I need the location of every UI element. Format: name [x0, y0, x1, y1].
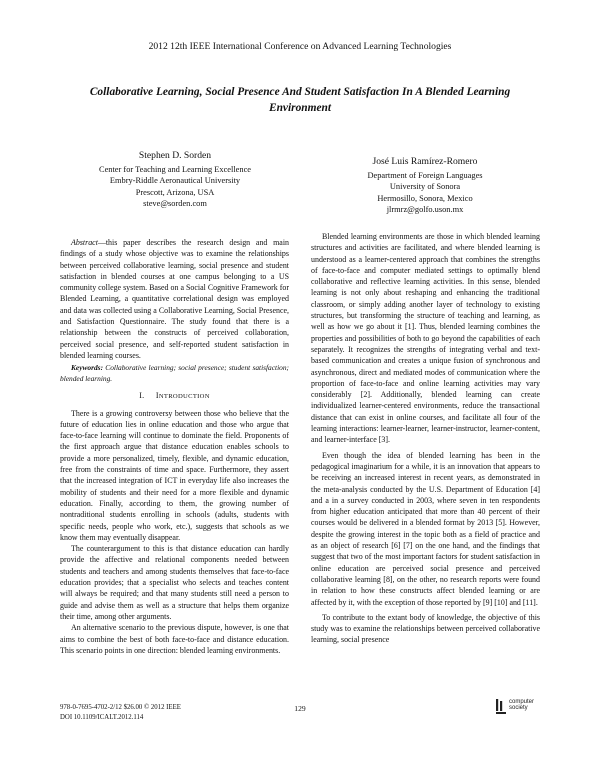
- author-block-1: [60, 149, 290, 209]
- abstract-label: Abstract: [71, 238, 98, 247]
- footer-isbn: 978-0-7695-4702-2/12 $26.00 © 2012 IEEE: [60, 704, 181, 711]
- body-paragraph: Blended learning environments are those in which blended learning structures and activities are facilitated, and where blended learning is understood as a learner-centered approach that combines the strengths of face-to-face and computer mediated settings to optimally blend collaborative and reflective learning activities. In this sense, blended learning is not only about reshaping and enhancing the traditional classroom, or simply adding another layer of technology to existing structures, but transforming the structure of teaching and learning, as well as how we go about it [1]. Thus, blended learning combines the properties and possibilities of both to go beyond the capabilities of each separately. It recognizes the strengths of integrating verbal and text-based communication and creates a unique fusion of synchronous and asynchronous, direct and mediated modes of communication where the proportion of face-to-face and online learning activities may vary considerably [2]. Additionally, blended learning can create individualized learner-centered environments, reduce the transactional distance that can exist in online courses, and facilitate all four of the learning interactions: learner-learner, learner-instructor, learner-content, and learner-interface [3].: [311, 232, 540, 445]
- author-affiliation: Center for Teaching and Learning Excellence: [98, 165, 252, 174]
- author-affiliation: University of Sonora: [389, 182, 461, 192]
- logo-text: [509, 699, 534, 712]
- left-column: [60, 237, 289, 656]
- body-paragraph: To contribute to the extant body of knowledge, the objective of this study was to examine the relationships between perceived collaborative learning, social presence: [311, 612, 540, 645]
- conference-header: 2012 12th IEEE International Conference on Advanced Learning Technologies: [148, 41, 452, 52]
- section-title-initial: I: [155, 391, 159, 401]
- section-number: I.: [139, 391, 145, 401]
- logo-text-line-1: computer: [509, 699, 535, 705]
- section-title-rest: NTRODUCTION: [158, 393, 210, 401]
- page-number: 129: [294, 704, 306, 713]
- keywords-label: Keywords:: [71, 363, 104, 373]
- body-paragraph: The counterargument to this is that distance education can hardly provide the affective and relational components needed between students and teachers and among students themselves that face-to-face education provides; that a specialist who selects and teaches content will always be required; and that many students still need a person to guide and advise them as well as a structure that helps them organize their time, among other arguments.: [60, 544, 289, 621]
- logo-text-line-2: society: [509, 705, 528, 712]
- author-name: Stephen D. Sorden: [138, 150, 212, 161]
- footer-doi: DOI 10.1109/ICALT.2012.114: [60, 713, 144, 721]
- author-location: Hermosillo, Sonora, Mexico: [377, 193, 473, 203]
- author-affiliation: Department of Foreign Languages: [367, 171, 483, 180]
- body-paragraph: An alternative scenario to the previous dispute, however, is one that aims to combine the best of both face-to-face and distance education. This scenario points in one direction: blended learning environments.: [60, 623, 289, 655]
- abstract-text: —this paper describes the research design and main findings of a study whose objective was to examine the relationships between perceived collaborative learning, social presence and student satisfaction in blended courses at one campus belonging to a US community college system. Based on a Social Cognitive Framework for Blended Learning, a quantitative correlational design was employed and data was collected using a Collaborative Learning, Social Presence, and Satisfaction Questionnaire. The study found that there is a relationship between the constructs of perceived collaboration, perceived social presence, and self-reported student satisfaction in blended learning courses.: [60, 238, 289, 360]
- right-column: [311, 231, 540, 646]
- author-name: José Luis Ramírez-Romero: [372, 156, 478, 167]
- keywords: [60, 363, 289, 384]
- section-heading-introduction: [60, 390, 289, 402]
- author-affiliation: Embry-Riddle Aeronautical University: [109, 176, 241, 186]
- keywords-text: Collaborative learning; social presence; student satisfaction; blended learning.: [60, 363, 289, 383]
- author-email: jlrmrz@golfo.uson.mx: [386, 204, 464, 214]
- paper-title: Collaborative Learning, Social Presence And Student Satisfaction In A Blended Learning Environment: [89, 86, 511, 114]
- author-location: Prescott, Arizona, USA: [135, 187, 215, 197]
- abstract: [60, 237, 289, 361]
- computer-society-logo: [495, 698, 543, 718]
- author-block-2: [310, 155, 540, 215]
- body-paragraph: There is a growing controversy between those who believe that the future of education lies in online education and those who argue that face-to-face learning will continue to dominate the field. Proponents of the first approach argue that distance education enables schools to provide a more personalized, timely, flexible, and dynamic education, free from the constraints of time and space. Furthermore, they assert that the increased integration of ICT in everyday life also increases the mobility of students and their need for a more flexible and dynamic education. Finally, according to them, the growing number of nontraditional students enrolling in schools (adults, students with specific needs, people who work, etc.), suggests that schools as we know them may eventually disappear.: [60, 408, 289, 542]
- author-email: steve@sorden.com: [143, 198, 207, 208]
- body-paragraph: Even though the idea of blended learning has been in the pedagogical imaginarium for a while, it is an innovation that appears to be receiving an increased interest in recent years, as demonstrated in the meta-analysis conducted by the U.S. Department of Education [4] and a in a survey conducted in 2003, where seven in ten respondents from higher education anticipated that more than 40 percent of their courses would be delivered in a blended format by 2013 [5]. However, despite the growing interest in the topic both as a field of practice and as an object of research [6] [7] on the one hand, and the findings that suggest that two of the most important factors for student satisfaction in online education are perceived social presence and perceived collaborative learning [8], on the other, no research reports were found in relation to how these constructs affect blended learning or are affected by it, with the exception of those reported by [9] [10] and [11].: [311, 450, 540, 607]
- ieee-computer-society-logo-icon: [495, 698, 508, 716]
